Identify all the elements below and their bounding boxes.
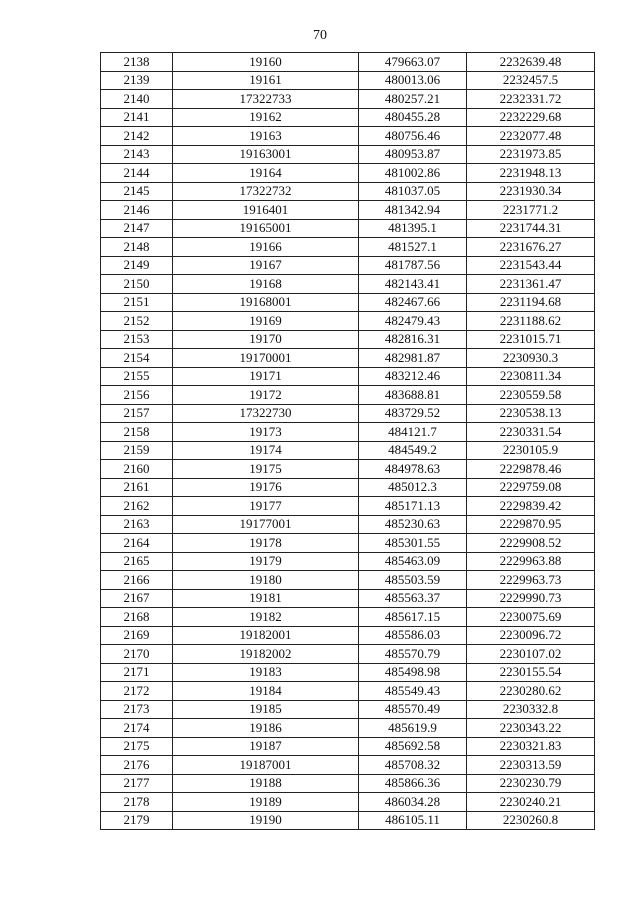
table-row [101,608,595,627]
point-id-cell: 19166 [173,238,359,257]
row-index-cell: 2179 [101,811,173,830]
point-id-cell: 19187 [173,737,359,756]
table-row [101,127,595,146]
y-coordinate-cell: 2231948.13 [467,164,595,183]
point-id-cell: 1916401 [173,201,359,220]
x-coordinate-cell: 483688.81 [359,386,467,405]
y-coordinate-cell: 2232331.72 [467,90,595,109]
x-coordinate-cell: 484121.7 [359,423,467,442]
row-index-cell: 2144 [101,164,173,183]
x-coordinate-cell: 480013.06 [359,71,467,90]
row-index-cell: 2171 [101,663,173,682]
table-row [101,293,595,312]
point-id-cell: 19180 [173,571,359,590]
x-coordinate-cell: 485503.59 [359,571,467,590]
y-coordinate-cell: 2230260.8 [467,811,595,830]
y-coordinate-cell: 2231188.62 [467,312,595,331]
y-coordinate-cell: 2230280.62 [467,682,595,701]
y-coordinate-cell: 2229963.73 [467,571,595,590]
row-index-cell: 2145 [101,182,173,201]
row-index-cell: 2150 [101,275,173,294]
table-row [101,349,595,368]
row-index-cell: 2166 [101,571,173,590]
y-coordinate-cell: 2229870.95 [467,515,595,534]
table-row [101,497,595,516]
table-row [101,275,595,294]
row-index-cell: 2176 [101,756,173,775]
row-index-cell: 2163 [101,515,173,534]
x-coordinate-cell: 483212.46 [359,367,467,386]
x-coordinate-cell: 485563.37 [359,589,467,608]
table-row [101,811,595,830]
y-coordinate-cell: 2230811.34 [467,367,595,386]
x-coordinate-cell: 482981.87 [359,349,467,368]
table-row [101,682,595,701]
y-coordinate-cell: 2231930.34 [467,182,595,201]
row-index-cell: 2173 [101,700,173,719]
point-id-cell: 19168001 [173,293,359,312]
x-coordinate-cell: 480455.28 [359,108,467,127]
point-id-cell: 19168 [173,275,359,294]
x-coordinate-cell: 481395.1 [359,219,467,238]
y-coordinate-cell: 2229963.88 [467,552,595,571]
table-row [101,515,595,534]
table-row [101,164,595,183]
table-row [101,737,595,756]
x-coordinate-cell: 485617.15 [359,608,467,627]
point-id-cell: 19186 [173,719,359,738]
row-index-cell: 2170 [101,645,173,664]
row-index-cell: 2157 [101,404,173,423]
point-id-cell: 19177 [173,497,359,516]
row-index-cell: 2159 [101,441,173,460]
x-coordinate-cell: 485866.36 [359,774,467,793]
y-coordinate-cell: 2229908.52 [467,534,595,553]
row-index-cell: 2177 [101,774,173,793]
row-index-cell: 2164 [101,534,173,553]
y-coordinate-cell: 2232457.5 [467,71,595,90]
x-coordinate-cell: 481037.05 [359,182,467,201]
row-index-cell: 2140 [101,90,173,109]
x-coordinate-cell: 485619.9 [359,719,467,738]
table-row [101,700,595,719]
table-row [101,645,595,664]
x-coordinate-cell: 486034.28 [359,793,467,812]
x-coordinate-cell: 485708.32 [359,756,467,775]
point-id-cell: 19182 [173,608,359,627]
table-row [101,182,595,201]
row-index-cell: 2161 [101,478,173,497]
x-coordinate-cell: 485549.43 [359,682,467,701]
row-index-cell: 2174 [101,719,173,738]
x-coordinate-cell: 480953.87 [359,145,467,164]
y-coordinate-cell: 2231771.2 [467,201,595,220]
y-coordinate-cell: 2231361.47 [467,275,595,294]
y-coordinate-cell: 2230930.3 [467,349,595,368]
y-coordinate-cell: 2230331.54 [467,423,595,442]
x-coordinate-cell: 482816.31 [359,330,467,349]
y-coordinate-cell: 2230240.21 [467,793,595,812]
row-index-cell: 2165 [101,552,173,571]
x-coordinate-cell: 480756.46 [359,127,467,146]
y-coordinate-cell: 2231744.31 [467,219,595,238]
row-index-cell: 2139 [101,71,173,90]
point-id-cell: 19184 [173,682,359,701]
x-coordinate-cell: 485692.58 [359,737,467,756]
row-index-cell: 2158 [101,423,173,442]
table-row [101,756,595,775]
x-coordinate-cell: 481002.86 [359,164,467,183]
x-coordinate-cell: 486105.11 [359,811,467,830]
page-number: 70 [313,28,327,43]
y-coordinate-cell: 2230230.79 [467,774,595,793]
point-id-cell: 19187001 [173,756,359,775]
y-coordinate-cell: 2230332.8 [467,700,595,719]
y-coordinate-cell: 2231015.71 [467,330,595,349]
row-index-cell: 2172 [101,682,173,701]
y-coordinate-cell: 2230538.13 [467,404,595,423]
x-coordinate-cell: 481527.1 [359,238,467,257]
y-coordinate-cell: 2230075.69 [467,608,595,627]
row-index-cell: 2154 [101,349,173,368]
x-coordinate-cell: 482479.43 [359,312,467,331]
y-coordinate-cell: 2231543.44 [467,256,595,275]
x-coordinate-cell: 485498.98 [359,663,467,682]
table-row [101,312,595,331]
point-id-cell: 19162 [173,108,359,127]
point-id-cell: 19167 [173,256,359,275]
point-id-cell: 19171 [173,367,359,386]
row-index-cell: 2141 [101,108,173,127]
point-id-cell: 19185 [173,700,359,719]
point-id-cell: 19179 [173,552,359,571]
row-index-cell: 2148 [101,238,173,257]
point-id-cell: 19170001 [173,349,359,368]
table-row [101,145,595,164]
x-coordinate-cell: 485586.03 [359,626,467,645]
point-id-cell: 19177001 [173,515,359,534]
point-id-cell: 19175 [173,460,359,479]
table-row [101,386,595,405]
row-index-cell: 2138 [101,53,173,72]
table-row [101,571,595,590]
x-coordinate-cell: 482467.66 [359,293,467,312]
point-id-cell: 19163 [173,127,359,146]
point-id-cell: 17322733 [173,90,359,109]
point-id-cell: 19169 [173,312,359,331]
x-coordinate-cell: 479663.07 [359,53,467,72]
table-row [101,330,595,349]
table-row [101,552,595,571]
x-coordinate-cell: 485463.09 [359,552,467,571]
x-coordinate-cell: 482143.41 [359,275,467,294]
y-coordinate-cell: 2231973.85 [467,145,595,164]
row-index-cell: 2155 [101,367,173,386]
x-coordinate-cell: 485171.13 [359,497,467,516]
row-index-cell: 2167 [101,589,173,608]
y-coordinate-cell: 2229839.42 [467,497,595,516]
point-id-cell: 19170 [173,330,359,349]
table-row [101,201,595,220]
x-coordinate-cell: 484978.63 [359,460,467,479]
point-id-cell: 19164 [173,164,359,183]
point-id-cell: 19160 [173,53,359,72]
x-coordinate-cell: 483729.52 [359,404,467,423]
y-coordinate-cell: 2230105.9 [467,441,595,460]
y-coordinate-cell: 2230096.72 [467,626,595,645]
table-row [101,71,595,90]
point-id-cell: 19182002 [173,645,359,664]
table-row [101,53,595,72]
table-row [101,793,595,812]
row-index-cell: 2152 [101,312,173,331]
coordinates-table-body [101,53,595,830]
row-index-cell: 2143 [101,145,173,164]
table-row [101,534,595,553]
y-coordinate-cell: 2232229.68 [467,108,595,127]
table-row [101,108,595,127]
table-row [101,663,595,682]
row-index-cell: 2146 [101,201,173,220]
row-index-cell: 2168 [101,608,173,627]
table-row [101,719,595,738]
row-index-cell: 2160 [101,460,173,479]
table-row [101,90,595,109]
table-row [101,256,595,275]
table-row [101,626,595,645]
point-id-cell: 19182001 [173,626,359,645]
point-id-cell: 19174 [173,441,359,460]
point-id-cell: 19181 [173,589,359,608]
y-coordinate-cell: 2230343.22 [467,719,595,738]
row-index-cell: 2156 [101,386,173,405]
y-coordinate-cell: 2230559.58 [467,386,595,405]
row-index-cell: 2178 [101,793,173,812]
table-row [101,219,595,238]
point-id-cell: 19178 [173,534,359,553]
y-coordinate-cell: 2230313.59 [467,756,595,775]
x-coordinate-cell: 480257.21 [359,90,467,109]
x-coordinate-cell: 485301.55 [359,534,467,553]
x-coordinate-cell: 485570.79 [359,645,467,664]
x-coordinate-cell: 485230.63 [359,515,467,534]
x-coordinate-cell: 485012.3 [359,478,467,497]
x-coordinate-cell: 481787.56 [359,256,467,275]
y-coordinate-cell: 2229990.73 [467,589,595,608]
table-row [101,404,595,423]
y-coordinate-cell: 2232639.48 [467,53,595,72]
table-row [101,423,595,442]
row-index-cell: 2151 [101,293,173,312]
table-row [101,238,595,257]
point-id-cell: 17322730 [173,404,359,423]
x-coordinate-cell: 481342.94 [359,201,467,220]
point-id-cell: 19161 [173,71,359,90]
point-id-cell: 19165001 [173,219,359,238]
row-index-cell: 2169 [101,626,173,645]
y-coordinate-cell: 2231676.27 [467,238,595,257]
table-row [101,774,595,793]
table-row [101,478,595,497]
point-id-cell: 19190 [173,811,359,830]
y-coordinate-cell: 2229878.46 [467,460,595,479]
y-coordinate-cell: 2231194.68 [467,293,595,312]
point-id-cell: 19189 [173,793,359,812]
y-coordinate-cell: 2230155.54 [467,663,595,682]
point-id-cell: 19173 [173,423,359,442]
row-index-cell: 2175 [101,737,173,756]
x-coordinate-cell: 485570.49 [359,700,467,719]
table-row [101,460,595,479]
row-index-cell: 2147 [101,219,173,238]
y-coordinate-cell: 2230321.83 [467,737,595,756]
row-index-cell: 2162 [101,497,173,516]
table-row [101,441,595,460]
table-row [101,367,595,386]
point-id-cell: 19163001 [173,145,359,164]
x-coordinate-cell: 484549.2 [359,441,467,460]
table-row [101,589,595,608]
y-coordinate-cell: 2232077.48 [467,127,595,146]
point-id-cell: 17322732 [173,182,359,201]
point-id-cell: 19172 [173,386,359,405]
y-coordinate-cell: 2229759.08 [467,478,595,497]
y-coordinate-cell: 2230107.02 [467,645,595,664]
point-id-cell: 19176 [173,478,359,497]
row-index-cell: 2142 [101,127,173,146]
coordinates-table [100,52,595,830]
row-index-cell: 2149 [101,256,173,275]
row-index-cell: 2153 [101,330,173,349]
point-id-cell: 19188 [173,774,359,793]
point-id-cell: 19183 [173,663,359,682]
